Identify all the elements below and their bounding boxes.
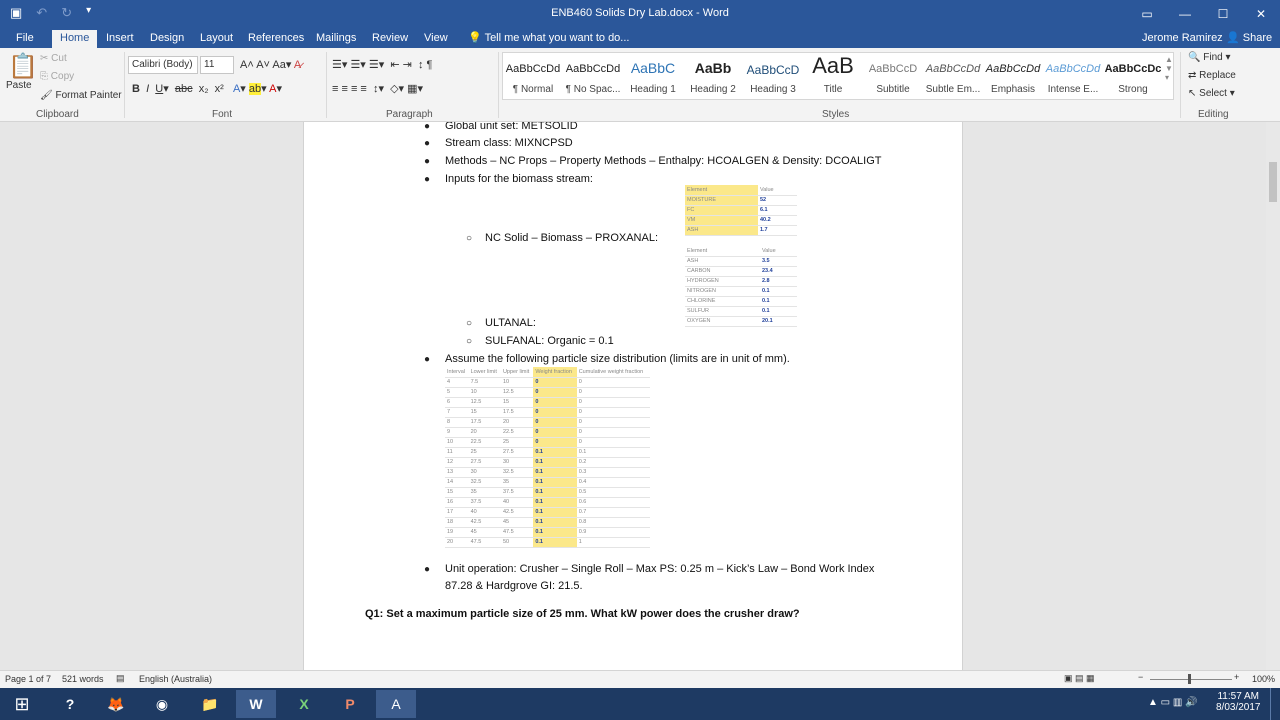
table-cell: 0 <box>533 407 576 417</box>
clock-date: 8/03/2017 <box>1216 702 1261 713</box>
copy-button[interactable]: ⎘ Copy <box>40 71 75 82</box>
style-heading-3[interactable] <box>743 53 803 99</box>
style-preview: AaB <box>812 53 854 78</box>
table-cell: 12 <box>445 457 469 467</box>
lightbulb-icon: 💡 <box>468 32 482 44</box>
table-cell: 35 <box>469 487 501 497</box>
scrollbar-thumb[interactable] <box>1269 162 1277 202</box>
style-no-spacing[interactable] <box>563 53 623 99</box>
table-cell: 45 <box>469 527 501 537</box>
table-cell: 0.1 <box>533 467 576 477</box>
status-bar <box>0 670 1280 688</box>
table-cell: 0.1 <box>760 296 797 306</box>
table-header-cell: Lower limit <box>469 367 501 377</box>
table-cell: 37.5 <box>469 497 501 507</box>
clock-time: 11:57 AM <box>1217 691 1259 702</box>
style-preview: AaBbCcDc <box>1104 63 1162 75</box>
font-size-buttons[interactable]: A˄ A˅ Aa▾ A̷ <box>240 59 302 71</box>
show-desktop-button[interactable] <box>1270 688 1278 720</box>
table-row <box>685 195 797 205</box>
table-row <box>445 377 650 387</box>
tab-layout[interactable]: Layout <box>200 32 234 44</box>
format-painter-label: Format Painter <box>55 90 122 101</box>
table-cell: 16 <box>445 497 469 507</box>
table-cell: 47.5 <box>469 537 501 547</box>
table-cell: HYDROGEN <box>685 276 760 286</box>
select-button[interactable]: ↖ Select ▾ <box>1188 88 1235 99</box>
start-icon[interactable]: ⊞ <box>14 693 30 714</box>
ribbon-display-icon[interactable]: ▭ <box>1141 7 1153 21</box>
tab-design[interactable]: Design <box>150 32 185 44</box>
table-cell: 0 <box>533 437 576 447</box>
table-row <box>685 256 797 266</box>
table-row <box>685 205 797 215</box>
divider <box>124 52 125 118</box>
editing-group-label: Editing <box>1198 109 1229 120</box>
style-preview: AaBbCcD <box>868 63 918 75</box>
doc-line: Methods – NC Props – Property Methods – Enthalpy: HCOALGEN & Density: DCOALIGT <box>445 155 882 167</box>
table-row <box>685 276 797 286</box>
table-cell: 2.8 <box>760 276 797 286</box>
table-cell: 32.5 <box>469 477 501 487</box>
search-icon: 🔍 <box>1188 52 1201 63</box>
table-cell: 47.5 <box>501 527 533 537</box>
ribbon <box>0 48 1280 122</box>
table-cell: CHLORINE <box>685 296 760 306</box>
style-name: Subtle Em... <box>925 84 981 95</box>
table-header-row <box>685 246 797 256</box>
table-cell: ASH <box>685 256 760 266</box>
table-cell: OXYGEN <box>685 316 760 326</box>
table-header-cell: Value <box>760 246 797 256</box>
table-row <box>445 397 650 407</box>
table-cell: 20.1 <box>760 316 797 326</box>
divider <box>498 52 499 118</box>
sub-bullet-icon: ○ <box>466 233 473 244</box>
bullet-icon: ● <box>424 156 431 167</box>
style-preview: AaBbCcDd <box>1045 63 1101 75</box>
file-explorer-icon[interactable]: 📁 <box>201 695 219 712</box>
table-cell: 22.5 <box>469 437 501 447</box>
table-cell: 40.2 <box>758 215 797 225</box>
styles-gallery <box>502 52 1174 100</box>
bullet-icon: ● <box>424 138 431 149</box>
share-label: Share <box>1242 32 1273 44</box>
table-cell: 0.1 <box>533 517 576 527</box>
style-name: Heading 2 <box>690 84 736 95</box>
table-row <box>685 306 797 316</box>
style-preview: AaBb <box>694 60 732 76</box>
table-row <box>685 286 797 296</box>
table-cell: 17.5 <box>469 417 501 427</box>
style-emphasis[interactable] <box>983 53 1043 99</box>
table-cell: 42.5 <box>501 507 533 517</box>
table-row <box>445 457 650 467</box>
style-intense-emphasis[interactable] <box>1043 53 1103 99</box>
table-cell: 15 <box>445 487 469 497</box>
ultanal-table <box>685 246 797 327</box>
tab-insert[interactable]: Insert <box>106 32 134 44</box>
table-cell: 0.7 <box>577 507 650 517</box>
table-row <box>445 517 650 527</box>
share-button[interactable] <box>1220 30 1278 48</box>
doc-line: Unit operation: Crusher – Single Roll – Max PS: 0.25 m – Kick’s Law – Bond Work Index <box>445 563 875 575</box>
table-cell: 42.5 <box>469 517 501 527</box>
table-cell: 0.6 <box>577 497 650 507</box>
proofing-icon[interactable]: ▤ <box>116 673 125 683</box>
customize-qat-icon[interactable]: ▾ <box>86 5 92 16</box>
table-cell: 7.5 <box>469 377 501 387</box>
table-row <box>685 225 797 235</box>
ribbon-tabs <box>0 28 1280 48</box>
aspen-plus-icon[interactable]: A <box>376 690 416 718</box>
paste-button[interactable]: Paste <box>6 80 32 91</box>
style-subtle-emphasis[interactable] <box>923 53 983 99</box>
table-cell: 0 <box>577 407 650 417</box>
table-row <box>445 467 650 477</box>
tell-me-box[interactable] <box>462 30 635 48</box>
table-cell: 35 <box>501 477 533 487</box>
table-cell: 0 <box>577 397 650 407</box>
table-header-row <box>685 185 797 195</box>
style-preview: AaBbCcDd <box>925 63 981 75</box>
table-cell: CARBON <box>685 266 760 276</box>
find-label: Find <box>1203 52 1223 63</box>
font-size-select[interactable]: 11 <box>200 56 234 74</box>
paste-icon[interactable]: 📋 <box>8 53 38 80</box>
list-buttons[interactable]: ☰▾ ☰▾ ☰▾ ⇤ ⇥ ↕ ¶ <box>332 59 433 71</box>
table-cell: 19 <box>445 527 469 537</box>
table-cell: 10 <box>469 387 501 397</box>
table-row <box>445 447 650 457</box>
system-tray-icons[interactable]: ▲ ▭ ▥ 🔊 <box>1148 697 1198 708</box>
style-preview: AaBbCcD <box>746 63 800 77</box>
style-name: Heading 3 <box>750 84 796 95</box>
table-cell: 0 <box>577 417 650 427</box>
find-button[interactable]: 🔍 Find ▾ <box>1188 52 1231 63</box>
paragraph-group-label: Paragraph <box>386 109 433 120</box>
table-cell: 0 <box>577 427 650 437</box>
table-cell: 40 <box>469 507 501 517</box>
table-cell: 8 <box>445 417 469 427</box>
divider <box>326 52 327 118</box>
table-header-cell: Value <box>758 185 797 195</box>
tell-me-text: Tell me what you want to do... <box>484 32 630 44</box>
close-button[interactable]: ✕ <box>1255 7 1267 21</box>
table-cell: 0.1 <box>533 487 576 497</box>
tab-mailings[interactable]: Mailings <box>316 32 357 44</box>
table-header-cell: Weight fraction <box>533 367 576 377</box>
table-cell: 14 <box>445 477 469 487</box>
table-row <box>685 215 797 225</box>
table-cell: NITROGEN <box>685 286 760 296</box>
cut-button[interactable]: ✂ Cut <box>40 53 67 64</box>
maximize-button[interactable]: ☐ <box>1217 7 1229 21</box>
table-cell: 52 <box>758 195 797 205</box>
select-label: Select <box>1199 88 1227 99</box>
replace-icon: ⇄ <box>1188 70 1197 81</box>
table-cell: 12.5 <box>501 387 533 397</box>
format-painter-button[interactable]: 🖌 Format Painter <box>40 90 122 101</box>
table-cell: MOISTURE <box>685 195 758 205</box>
word-icon[interactable]: W <box>236 690 276 718</box>
table-cell: 0.1 <box>533 507 576 517</box>
sub-bullet-icon: ○ <box>466 318 473 329</box>
page-count[interactable]: Page 1 of 7 <box>5 674 52 684</box>
zoom-in-icon[interactable]: + <box>1234 672 1240 682</box>
table-cell: VM <box>685 215 758 225</box>
table-header-cell: Element <box>685 246 760 256</box>
excel-icon[interactable]: X <box>299 696 309 712</box>
view-buttons[interactable]: ▣ ▤ ▦ <box>1064 673 1095 683</box>
table-cell: 0 <box>533 417 576 427</box>
table-cell: 0.8 <box>577 517 650 527</box>
table-cell: 0.3 <box>577 467 650 477</box>
doc-line: ULTANAL: <box>485 317 536 329</box>
tab-references[interactable]: References <box>248 32 305 44</box>
zoom-slider[interactable] <box>1150 679 1232 680</box>
table-header-cell: Element <box>685 185 758 195</box>
table-cell: 0 <box>577 377 650 387</box>
undo-icon[interactable]: ↶ <box>36 5 48 20</box>
table-cell: 0.1 <box>533 497 576 507</box>
table-cell: 22.5 <box>501 427 533 437</box>
table-cell: 5 <box>445 387 469 397</box>
table-header-cell: Interval <box>445 367 469 377</box>
table-cell: 0 <box>577 387 650 397</box>
table-cell: 50 <box>501 537 533 547</box>
table-row <box>445 387 650 397</box>
table-row <box>445 507 650 517</box>
table-cell: 37.5 <box>501 487 533 497</box>
table-cell: 20 <box>469 427 501 437</box>
table-cell: 11 <box>445 447 469 457</box>
table-row <box>445 537 650 547</box>
clock[interactable] <box>1216 691 1261 713</box>
table-cell: 1 <box>577 537 650 547</box>
chrome-icon[interactable]: ◉ <box>155 695 169 712</box>
alignment-buttons[interactable]: ≡ ≡ ≡ ≡ ↕▾ ◇▾ ▦▾ <box>332 83 424 95</box>
replace-button[interactable] <box>1188 70 1236 81</box>
table-cell: 18 <box>445 517 469 527</box>
style-name: Title <box>823 84 843 95</box>
table-row <box>445 487 650 497</box>
style-name: Emphasis <box>991 84 1035 95</box>
font-format-buttons[interactable]: B I U▾ abc x₂ x² A▾ ab▾ A▾ <box>132 83 282 95</box>
style-name: ¶ Normal <box>512 84 554 95</box>
table-cell: 3.5 <box>760 256 797 266</box>
table-cell: 0 <box>533 387 576 397</box>
table-cell: 0.4 <box>577 477 650 487</box>
zoom-level[interactable]: 100% <box>1252 674 1276 684</box>
table-row <box>445 527 650 537</box>
table-cell: 0.1 <box>533 457 576 467</box>
table-cell: 25 <box>469 447 501 457</box>
cut-label: Cut <box>51 53 67 64</box>
sub-bullet-icon: ○ <box>466 336 473 347</box>
bullet-icon: ● <box>424 174 431 185</box>
taskbar <box>0 688 1280 720</box>
divider <box>1180 52 1181 118</box>
table-row <box>445 427 650 437</box>
table-cell: 17 <box>445 507 469 517</box>
table-row <box>445 497 650 507</box>
table-cell: 27.5 <box>501 447 533 457</box>
table-cell: 40 <box>501 497 533 507</box>
table-row <box>445 417 650 427</box>
style-name: Subtitle <box>876 84 910 95</box>
style-heading-2[interactable] <box>683 53 743 99</box>
table-cell: 45 <box>501 517 533 527</box>
table-cell: 0.1 <box>533 537 576 547</box>
window-title: ENB460 Solids Dry Lab.docx - Word <box>551 7 729 19</box>
style-strong[interactable] <box>1103 53 1163 99</box>
save-icon[interactable]: ▣ <box>10 5 23 20</box>
vertical-scrollbar[interactable] <box>1266 122 1280 670</box>
particle-size-table <box>445 367 650 548</box>
share-icon: 👤 <box>1226 32 1240 44</box>
table-cell: 0.1 <box>533 447 576 457</box>
proxanal-table <box>685 185 797 236</box>
bullet-icon: ● <box>424 564 431 575</box>
table-cell: SULFUR <box>685 306 760 316</box>
style-subtitle[interactable] <box>863 53 923 99</box>
styles-scroll-icon[interactable]: ▲ ▼ ▾ <box>1165 55 1173 82</box>
table-cell: 20 <box>445 537 469 547</box>
table-cell: 0.1 <box>760 306 797 316</box>
table-row <box>685 296 797 306</box>
table-row <box>445 437 650 447</box>
table-cell: 0.1 <box>760 286 797 296</box>
table-cell: ASH <box>685 225 758 235</box>
table-cell: 4 <box>445 377 469 387</box>
table-cell: 13 <box>445 467 469 477</box>
word-count[interactable]: 521 words <box>62 674 104 684</box>
table-row <box>685 316 797 326</box>
font-group-label: Font <box>212 109 233 120</box>
table-header-cell: Upper limit <box>501 367 533 377</box>
table-header-row <box>445 367 650 377</box>
title-bar <box>0 0 1280 28</box>
doc-line: NC Solid – Biomass – PROXANAL: <box>485 232 659 244</box>
language[interactable]: English (Australia) <box>139 674 213 684</box>
table-cell: 15 <box>501 397 533 407</box>
firefox-icon[interactable]: 🦊 <box>107 695 125 712</box>
font-name-select[interactable]: Calibri (Body) <box>128 56 198 74</box>
document-page[interactable] <box>303 122 963 670</box>
table-cell: 0.1 <box>577 447 650 457</box>
table-row <box>445 477 650 487</box>
powerpoint-icon[interactable]: P <box>345 696 355 712</box>
table-cell: FC <box>685 205 758 215</box>
question-line: Q1: Set a maximum particle size of 25 mm. What kW power does the crusher draw? <box>365 608 800 620</box>
style-name: ¶ No Spac... <box>565 84 621 95</box>
table-cell: 17.5 <box>501 407 533 417</box>
table-cell: 0 <box>533 397 576 407</box>
minimize-button[interactable]: — <box>1179 7 1191 21</box>
doc-line: Stream class: MIXNCPSD <box>445 137 573 149</box>
table-cell: 0.5 <box>577 487 650 497</box>
replace-label: Replace <box>1199 70 1236 81</box>
zoom-out-icon[interactable]: − <box>1138 672 1144 682</box>
document-area[interactable] <box>0 122 1266 670</box>
bullet-icon: ● <box>424 354 431 365</box>
style-name: Strong <box>1118 84 1148 95</box>
table-cell: 0 <box>533 427 576 437</box>
copy-label: Copy <box>50 71 75 82</box>
table-row <box>445 407 650 417</box>
table-cell: 15 <box>469 407 501 417</box>
user-name[interactable]: Jerome Ramirez <box>1142 32 1223 44</box>
style-preview: AaBbCcDd <box>565 63 621 75</box>
table-cell: 0.1 <box>533 527 576 537</box>
style-name: Heading 1 <box>630 84 676 95</box>
tab-review[interactable]: Review <box>372 32 409 44</box>
style-name: Intense E... <box>1047 84 1099 95</box>
doc-line: 87.28 & Hardgrove GI: 21.5. <box>445 580 583 592</box>
doc-line: Assume the following particle size distribution (limits are in unit of mm). <box>445 353 790 365</box>
clipboard-group-label: Clipboard <box>36 109 79 120</box>
bullet-icon: ● <box>424 122 431 132</box>
cursor-icon: ↖ <box>1188 88 1197 99</box>
table-cell: 6 <box>445 397 469 407</box>
style-preview: AaBbC <box>630 60 676 76</box>
table-cell: 20 <box>501 417 533 427</box>
table-cell: 27.5 <box>469 457 501 467</box>
table-cell: 10 <box>501 377 533 387</box>
style-preview: AaBbCcDd <box>505 63 561 75</box>
table-cell: 23.4 <box>760 266 797 276</box>
table-cell: 0.2 <box>577 457 650 467</box>
doc-line: Global unit set: METSOLID <box>445 122 578 132</box>
table-cell: 30 <box>501 457 533 467</box>
doc-line: Inputs for the biomass stream: <box>445 173 593 185</box>
table-cell: 1.7 <box>758 225 797 235</box>
redo-icon[interactable]: ↻ <box>61 5 73 20</box>
table-header-cell: Cumulative weight fraction <box>577 367 650 377</box>
table-cell: 0 <box>577 437 650 447</box>
table-cell: 0 <box>533 377 576 387</box>
table-cell: 0.9 <box>577 527 650 537</box>
table-cell: 0.1 <box>533 477 576 487</box>
table-row <box>685 266 797 276</box>
doc-line: SULFANAL: Organic = 0.1 <box>485 335 614 347</box>
tab-view[interactable]: View <box>424 32 448 44</box>
tab-file[interactable]: File <box>16 32 34 44</box>
styles-group-label: Styles <box>822 109 850 120</box>
style-heading-1[interactable] <box>623 53 683 99</box>
table-cell: 12.5 <box>469 397 501 407</box>
table-cell: 32.5 <box>501 467 533 477</box>
tab-home[interactable]: Home <box>52 30 97 48</box>
style-title[interactable] <box>803 53 863 99</box>
zoom-slider-thumb[interactable] <box>1188 674 1191 684</box>
table-cell: 9 <box>445 427 469 437</box>
style-preview: AaBbCcDd <box>985 63 1041 75</box>
table-cell: 30 <box>469 467 501 477</box>
table-cell: 7 <box>445 407 469 417</box>
table-cell: 10 <box>445 437 469 447</box>
help-icon[interactable]: ? <box>65 696 75 712</box>
table-cell: 25 <box>501 437 533 447</box>
table-cell: 6.1 <box>758 205 797 215</box>
style-normal[interactable] <box>503 53 563 99</box>
